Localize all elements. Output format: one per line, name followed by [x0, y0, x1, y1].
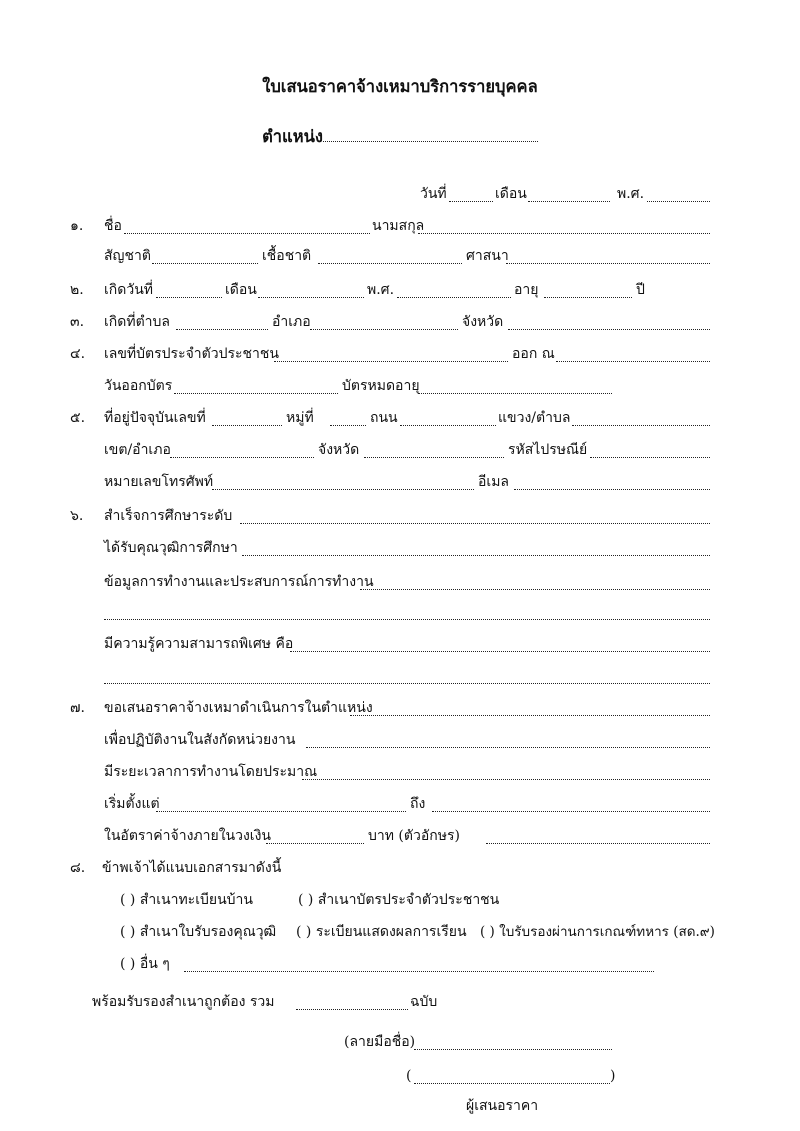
certify-row	[0, 992, 800, 1012]
checkbox-military-cert[interactable]: ( ) ใบรับรองผ่านการเกณฑ์ทหาร (สด.๙)	[480, 924, 715, 940]
checkbox-id-card-copy[interactable]: ( ) สำเนาบัตรประจำตัวประชาชน	[298, 892, 500, 908]
birth-district-label: อำเภอ	[272, 314, 311, 330]
year-label: พ.ศ.	[617, 186, 645, 202]
bidder-row	[0, 1096, 800, 1116]
sec2-number: ๒.	[70, 282, 84, 298]
checkbox-house-registration[interactable]: ( ) สำเนาทะเบียนบ้าน	[120, 892, 253, 908]
name-field[interactable]	[124, 231, 370, 234]
sec1-row1	[0, 216, 800, 236]
sec7-row3	[0, 762, 800, 782]
born-year-field[interactable]	[397, 295, 511, 298]
issued-at-label: ออก ณ	[512, 346, 555, 362]
position-field[interactable]	[323, 129, 538, 142]
sec8-row2	[0, 890, 800, 910]
experience-field-cont[interactable]	[104, 617, 710, 620]
age-unit-label: ปี	[636, 282, 645, 298]
year-field[interactable]	[647, 199, 710, 202]
sec6-row1	[0, 506, 800, 526]
sec5-row3	[0, 472, 800, 492]
sec8-row3	[0, 922, 800, 942]
date-row	[0, 184, 800, 204]
sec4-row2	[0, 376, 800, 396]
email-label: อีเมล	[478, 474, 510, 490]
id-card-field[interactable]	[274, 359, 508, 362]
birth-province-label: จังหวัด	[462, 314, 504, 330]
birth-province-field[interactable]	[508, 327, 710, 330]
sec7-row2	[0, 730, 800, 750]
road-field[interactable]	[400, 423, 496, 426]
address-province-field[interactable]	[364, 455, 504, 458]
sec7-number: ๗.	[70, 700, 85, 716]
sec1-number: ๑.	[70, 218, 84, 234]
sec2-row	[0, 280, 800, 300]
birth-subdistrict-field[interactable]	[176, 327, 268, 330]
degree-field[interactable]	[242, 553, 710, 556]
position-heading	[0, 124, 800, 150]
signature-field[interactable]	[414, 1047, 612, 1050]
born-year-label: พ.ศ.	[367, 282, 395, 298]
sec6-row4	[0, 602, 800, 622]
printed-name-row	[0, 1066, 800, 1086]
form-title: ใบเสนอราคาจ้างเหมาบริการรายบุคคล	[262, 77, 538, 96]
issue-date-label: วันออกบัตร	[104, 378, 173, 394]
moo-label: หมู่ที่	[286, 410, 314, 426]
copies-field[interactable]	[296, 1007, 408, 1010]
skills-field[interactable]	[290, 649, 710, 652]
moo-field[interactable]	[330, 423, 366, 426]
sec8-row1	[0, 858, 800, 878]
checkbox-qualification-copy[interactable]: ( ) สำเนาใบรับรองคุณวุฒิ	[120, 924, 277, 940]
expiry-label: บัตรหมดอายุ	[342, 378, 420, 394]
phone-field[interactable]	[212, 487, 474, 490]
price-field[interactable]	[266, 841, 364, 844]
signature-label: (ลายมือชื่อ)	[344, 1034, 416, 1050]
name-label: ชื่อ	[104, 218, 122, 234]
paren-close: )	[610, 1068, 616, 1084]
skills-label: มีความรู้ความสามารถพิเศษ คือ	[104, 636, 294, 652]
checkbox-other[interactable]: ( ) อื่น ๆ	[120, 956, 170, 972]
race-label: เชื้อชาติ	[262, 248, 312, 264]
expiry-field[interactable]	[418, 391, 612, 394]
sec3-number: ๓.	[70, 314, 85, 330]
surname-label: นามสกุล	[372, 218, 425, 234]
sec5-row1	[0, 408, 800, 428]
degree-label: ได้รับคุณวุฒิการศึกษา	[104, 540, 238, 556]
address-no-label: ที่อยู่ปัจจุบันเลขที่	[104, 410, 206, 426]
education-label: สำเร็จการศึกษาระดับ	[104, 508, 233, 524]
born-day-label: เกิดวันที่	[104, 282, 154, 298]
duration-field[interactable]	[302, 777, 710, 780]
day-label: วันที่	[420, 186, 447, 202]
road-label: ถนน	[370, 410, 398, 426]
experience-label: ข้อมูลการทำงานและประสบการณ์การทำงาน	[104, 574, 374, 590]
baht-label: บาท (ตัวอักษร)	[368, 828, 460, 844]
signature-row	[0, 1032, 800, 1052]
position-label: ตำแหน่ง	[262, 127, 323, 146]
unit-field[interactable]	[306, 745, 710, 748]
address-subdistrict-field[interactable]	[572, 423, 710, 426]
born-month-field[interactable]	[258, 295, 364, 298]
attachments-intro: ข้าพเจ้าได้แนบเอกสารมาดังนี้	[102, 860, 282, 876]
address-province-label: จังหวัด	[318, 442, 360, 458]
certify-label: พร้อมรับรองสำเนาถูกต้อง รวม	[92, 994, 275, 1010]
other-field[interactable]	[184, 969, 654, 972]
sec1-row2	[0, 246, 800, 266]
nationality-field[interactable]	[152, 261, 258, 264]
bidder-label: ผู้เสนอราคา	[466, 1098, 539, 1114]
checkbox-transcript[interactable]: ( ) ระเบียนแสดงผลการเรียน	[296, 924, 467, 940]
month-field[interactable]	[528, 199, 610, 202]
month-label: เดือน	[495, 186, 527, 202]
issue-date-field[interactable]	[174, 391, 338, 394]
address-no-field[interactable]	[212, 423, 282, 426]
birth-subdistrict-label: เกิดที่ตำบล	[104, 314, 171, 330]
sec5-number: ๕.	[70, 410, 86, 426]
born-day-field[interactable]	[156, 295, 222, 298]
to-field[interactable]	[432, 809, 710, 812]
issued-at-field[interactable]	[556, 359, 710, 362]
unit-label: เพื่อปฏิบัติงานในสังกัดหน่วยงาน	[104, 732, 296, 748]
duration-label: มีระยะเวลาการทำงานโดยประมาณ	[104, 764, 318, 780]
religion-label: ศาสนา	[466, 248, 509, 264]
sec7-row5	[0, 826, 800, 846]
postcode-label: รหัสไปรษณีย์	[508, 442, 588, 458]
offer-label: ขอเสนอราคาจ้างเหมาดำเนินการในตำแหน่ง	[104, 700, 373, 716]
printed-name-field[interactable]	[414, 1081, 610, 1084]
email-field[interactable]	[514, 487, 710, 490]
education-field[interactable]	[240, 521, 710, 524]
day-field[interactable]	[449, 199, 493, 202]
start-field[interactable]	[156, 809, 406, 812]
sec7-row1	[0, 698, 800, 718]
id-card-label: เลขที่บัตรประจำตัวประชาชน	[104, 346, 279, 362]
price-words-field[interactable]	[486, 841, 710, 844]
to-label: ถึง	[410, 796, 426, 812]
sec6-row5	[0, 634, 800, 654]
sec3-row	[0, 312, 800, 332]
sec6-number: ๖.	[70, 508, 84, 524]
price-label: ในอัตราค่าจ้างภายในวงเงิน	[104, 828, 272, 844]
surname-field[interactable]	[418, 231, 710, 234]
religion-field[interactable]	[506, 261, 710, 264]
sec7-row4	[0, 794, 800, 814]
born-month-label: เดือน	[225, 282, 257, 298]
address-district-field[interactable]	[170, 455, 314, 458]
copies-label: ฉบับ	[410, 994, 438, 1010]
sec8-row4	[0, 954, 800, 974]
nationality-label: สัญชาติ	[104, 248, 151, 264]
sec4-number: ๔.	[70, 346, 86, 362]
address-district-label: เขต/อำเภอ	[104, 442, 171, 458]
sec6-row6	[0, 666, 800, 686]
race-field[interactable]	[318, 261, 462, 264]
skills-field-cont[interactable]	[104, 681, 710, 684]
birth-district-field[interactable]	[310, 327, 458, 330]
sec5-row2	[0, 440, 800, 460]
age-field[interactable]	[544, 295, 632, 298]
start-label: เริ่มตั้งแต่	[104, 796, 160, 812]
sec4-row1	[0, 344, 800, 364]
postcode-field[interactable]	[590, 455, 710, 458]
age-label: อายุ	[514, 282, 539, 298]
phone-label: หมายเลขโทรศัพท์	[104, 474, 214, 490]
paren-open: (	[406, 1068, 412, 1084]
sec8-number: ๘.	[70, 860, 86, 876]
sec6-row2	[0, 538, 800, 558]
offer-field[interactable]	[350, 713, 710, 716]
sec6-row3	[0, 572, 800, 592]
address-subdistrict-label: แขวง/ตำบล	[498, 410, 571, 426]
experience-field[interactable]	[360, 587, 710, 590]
